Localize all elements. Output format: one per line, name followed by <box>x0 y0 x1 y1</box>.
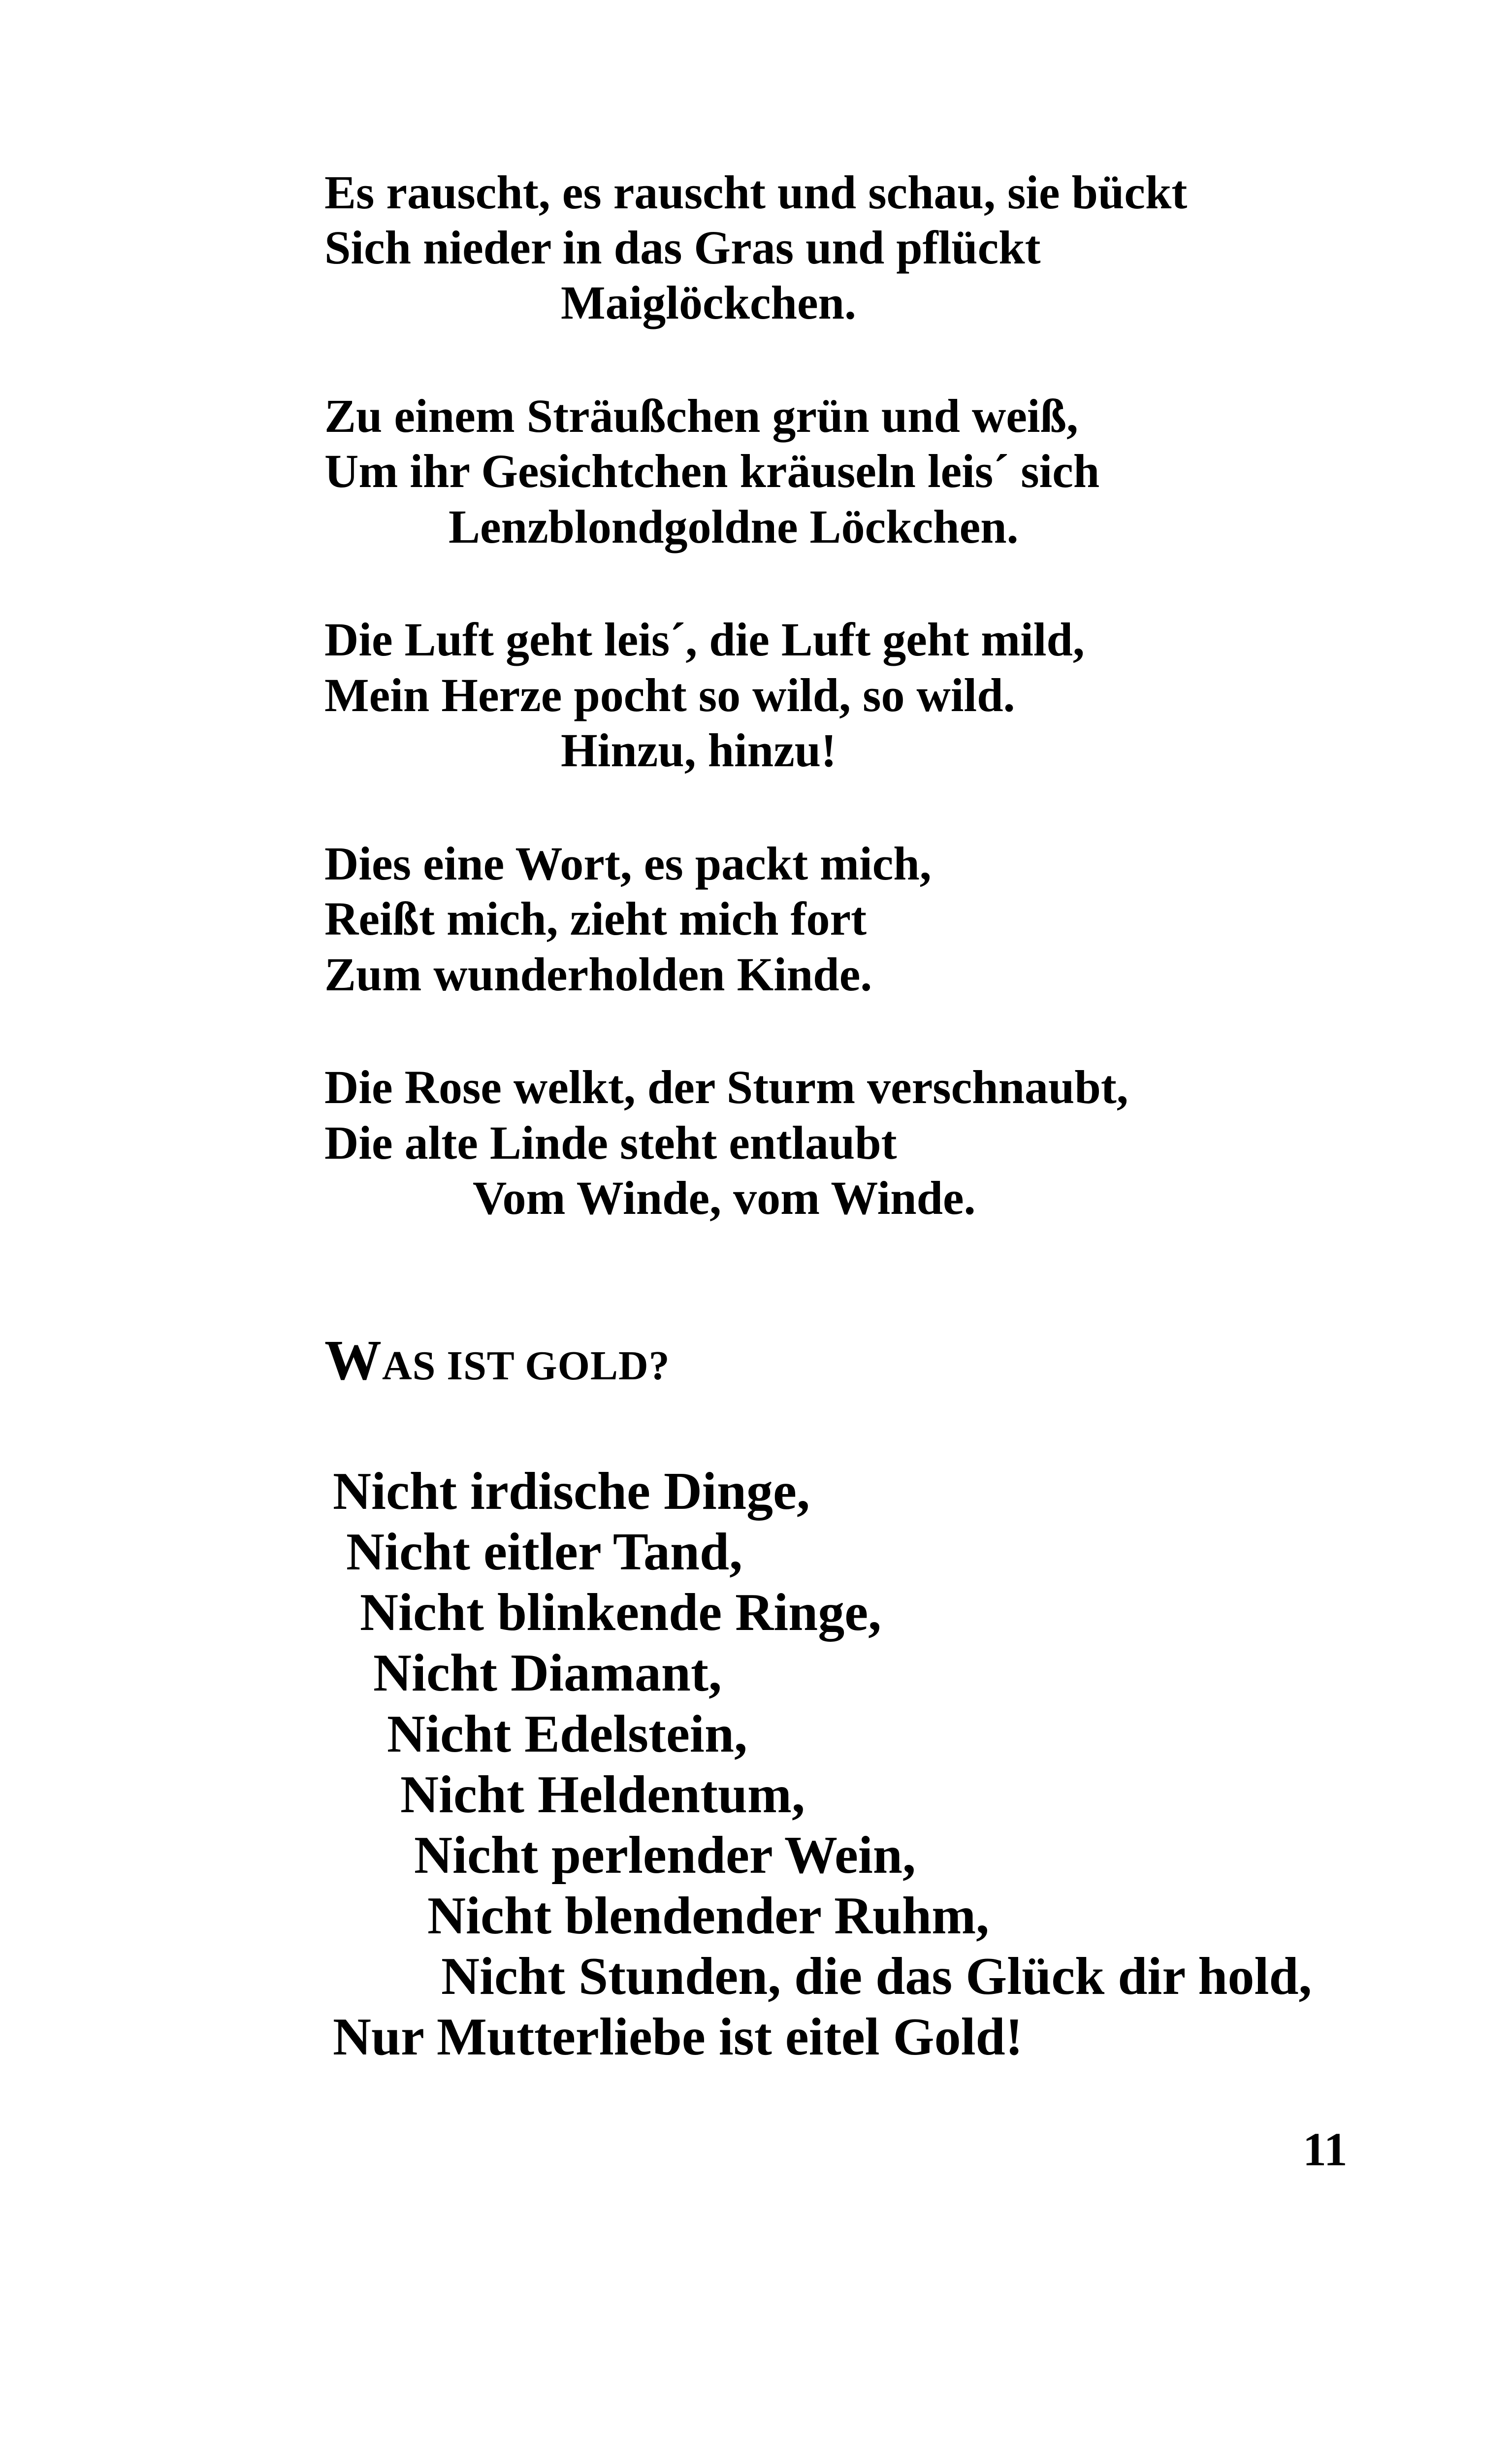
poem-line: Nicht perlender Wein, <box>414 1826 916 1885</box>
poem-title-rest: AS IST GOLD? <box>382 1343 670 1389</box>
poem-line: Reißt mich, zieht mich fort <box>324 892 867 945</box>
poem-line: Sich nieder in das Gras und pflückt <box>324 221 1041 274</box>
poem-line: Nicht Stunden, die das Glück dir hold, <box>441 1947 1312 2006</box>
poem-line: Hinzu, hinzu! <box>561 724 837 777</box>
poem-line: Um ihr Gesichtchen kräuseln leis´ sich <box>324 445 1100 497</box>
poem-line: Nicht eitler Tand, <box>346 1523 743 1581</box>
poem-line: Mein Herze pocht so wild, so wild. <box>324 669 1015 721</box>
poem-line: Nicht blinkende Ringe, <box>360 1583 882 1642</box>
poem-line: Die Luft geht leis´, die Luft geht mild, <box>324 613 1085 666</box>
poem-line: Nicht irdische Dinge, <box>333 1462 810 1521</box>
poem-line: Nicht Edelstein, <box>387 1705 748 1763</box>
page-number: 11 <box>1303 2123 1348 2176</box>
poem-line: Die alte Linde steht entlaubt <box>324 1116 897 1169</box>
poem-line: Zum wunderholden Kinde. <box>324 948 872 1001</box>
poem-line: Nicht blendender Ruhm, <box>427 1887 990 1945</box>
poem-title-initial: W <box>324 1329 382 1392</box>
poem-title <box>324 1329 670 1392</box>
poem-line: Zu einem Sträußchen grün und weiß, <box>324 390 1078 442</box>
poem-line: Maiglöckchen. <box>561 276 856 329</box>
poem-line: Nicht Heldentum, <box>400 1765 805 1824</box>
poem-line: Es rauscht, es rauscht und schau, sie bückt <box>324 166 1188 219</box>
poem-line: Die Rose welkt, der Sturm verschnaubt, <box>324 1061 1128 1113</box>
poem-line: Dies eine Wort, es packt mich, <box>324 837 932 890</box>
poem-line: Vom Winde, vom Winde. <box>473 1172 976 1224</box>
poem-line: Nur Mutterliebe ist eitel Gold! <box>333 2008 1023 2066</box>
poem-line: Lenzblondgoldne Löckchen. <box>449 500 1019 553</box>
poem-line: Nicht Diamant, <box>373 1644 722 1702</box>
